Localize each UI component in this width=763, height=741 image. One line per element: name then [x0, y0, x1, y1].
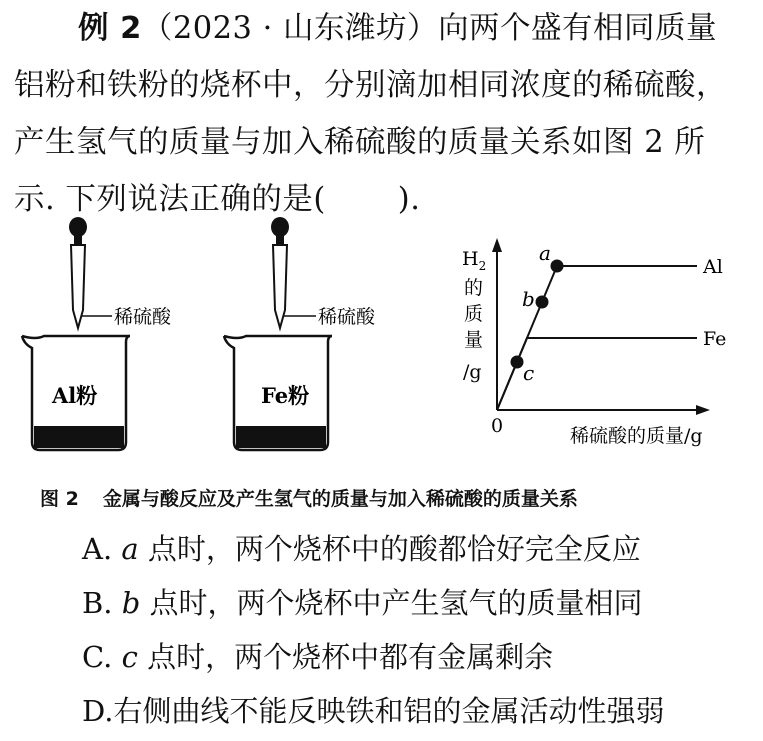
x-axis-arrow — [696, 405, 710, 415]
option-a-letter: A. — [82, 532, 113, 566]
y-axis-label-1: 的 — [464, 277, 484, 299]
option-b-text: 点时，两个烧杯中产生氢气的质量相同 — [149, 586, 643, 620]
beaker-left — [22, 336, 130, 450]
question-line-1-tail: 向两个盛有相同质量 — [438, 11, 718, 46]
beaker-right-label: Fe粉 — [261, 383, 310, 408]
dropper-right — [271, 217, 289, 328]
dropper-left-neck — [74, 235, 82, 245]
question-line-2: 铝粉和铁粉的烧杯中，分别滴加相同浓度的稀硫酸， — [14, 68, 727, 103]
h2-graph — [462, 238, 726, 447]
point-b — [536, 296, 549, 309]
beaker-left-label: Al粉 — [52, 383, 98, 408]
question-source: （2023 · 山东潍坊） — [141, 11, 439, 46]
option-c-var: c — [121, 640, 138, 674]
dropper-right-neck — [276, 235, 284, 245]
option-b-letter: B. — [82, 586, 113, 620]
question-line-4-after: ). — [397, 182, 421, 217]
figure-number: 图 2 — [40, 488, 79, 510]
dropper-left-bulb — [69, 217, 87, 237]
figure-caption — [40, 484, 578, 511]
point-label-b: b — [522, 287, 535, 311]
option-b-var: b — [121, 586, 141, 620]
option-c-letter: C. — [82, 640, 113, 674]
y-axis-label-3: 量 — [464, 329, 484, 351]
question-stem — [14, 0, 759, 228]
y-axis-arrow — [492, 238, 502, 252]
point-c — [511, 356, 524, 369]
dropper-right-bulb — [271, 217, 289, 237]
beaker-right-lip — [224, 336, 332, 338]
question-line-3: 产生氢气的质量与加入稀硫酸的质量关系如图 2 所 — [14, 125, 706, 160]
option-a-var: a — [121, 532, 139, 566]
example-label: 例 2 — [78, 11, 142, 46]
point-label-a: a — [539, 241, 551, 265]
figure-2 — [0, 210, 763, 475]
option-a-text: 点时，两个烧杯中的酸都恰好完全反应 — [147, 532, 641, 566]
option-a[interactable] — [82, 522, 664, 576]
graph-origin: 0 — [491, 415, 504, 437]
option-c[interactable] — [82, 630, 664, 684]
option-d[interactable] — [82, 684, 664, 738]
point-a — [551, 260, 564, 273]
dropper-right-label: 稀硫酸 — [318, 306, 376, 328]
x-axis-label: 稀硫酸的质量/g — [570, 425, 703, 447]
question-line-4-before: 示. 下列说法正确的是( — [14, 182, 326, 217]
beaker-left-lip — [22, 336, 130, 338]
dropper-left — [69, 217, 87, 328]
option-d-text: 右侧曲线不能反映铁和铝的金属活动性强弱 — [113, 694, 665, 728]
option-c-text: 点时，两个烧杯中都有金属剩余 — [147, 640, 554, 674]
option-b[interactable] — [82, 576, 664, 630]
series-layer — [497, 256, 726, 410]
option-d-letter: D. — [82, 694, 114, 728]
question-line-1 — [14, 0, 759, 57]
point-label-c: c — [523, 361, 535, 385]
y-axis-label-4: /g — [463, 361, 482, 383]
figure-caption-text: 金属与酸反应及产生氢气的质量与加入稀硫酸的质量关系 — [102, 488, 578, 510]
dropper-left-label: 稀硫酸 — [114, 306, 172, 328]
series-label-al: Al — [703, 256, 723, 278]
answer-options — [82, 522, 664, 738]
beaker-right — [224, 336, 332, 450]
y-axis-label-2: 质 — [464, 303, 484, 325]
series-label-fe: Fe — [703, 328, 727, 350]
y-axis-label-h: $H_2$ — [462, 248, 487, 273]
beaker-left-powder — [34, 426, 124, 448]
beaker-right-powder — [236, 426, 326, 448]
y-axis-label-sub: 2 — [478, 259, 487, 273]
